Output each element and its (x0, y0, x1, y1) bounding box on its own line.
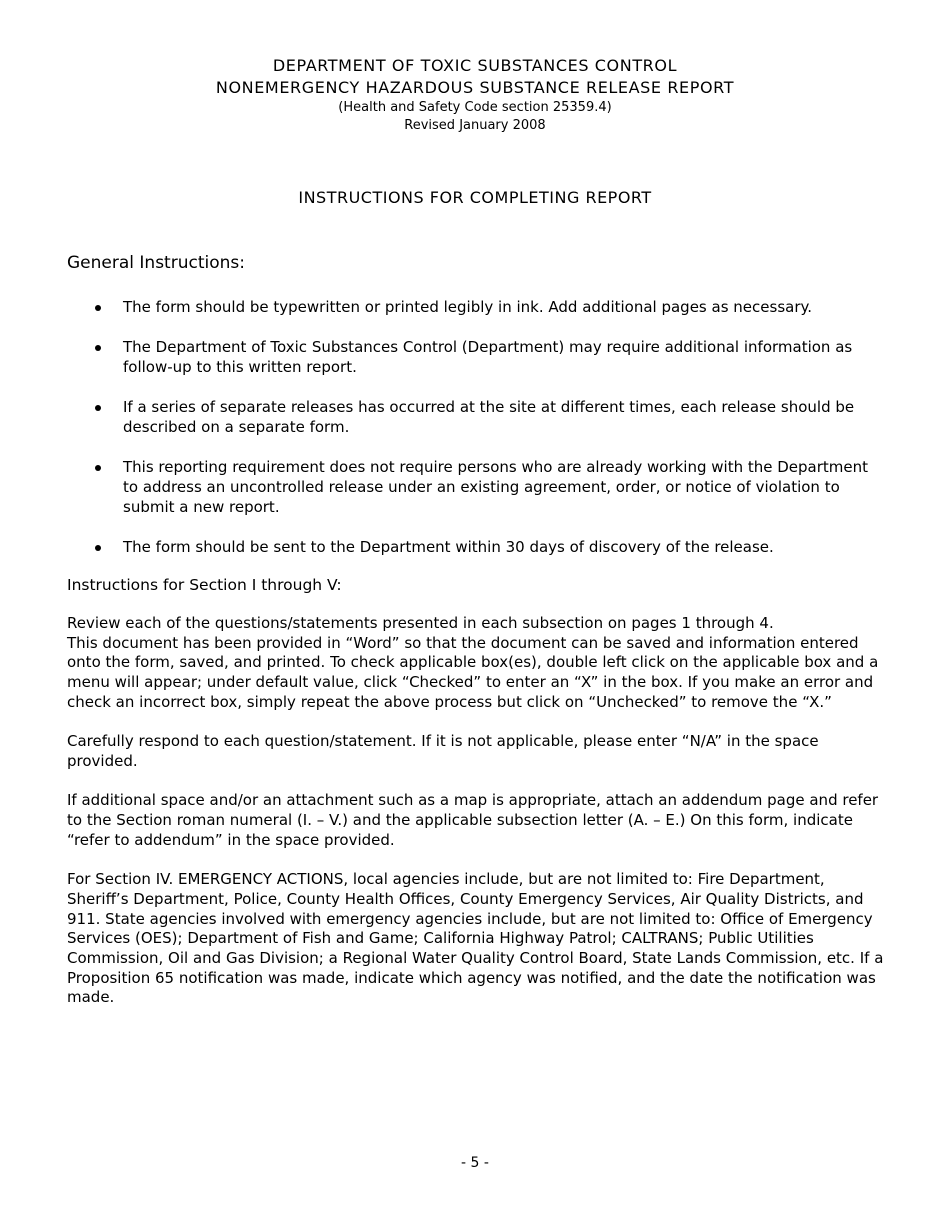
department-name: DEPARTMENT OF TOXIC SUBSTANCES CONTROL (272, 56, 678, 75)
document-header (0, 55, 950, 135)
page-title: INSTRUCTIONS FOR COMPLETING REPORT (298, 188, 652, 207)
paragraph (67, 870, 887, 1008)
list-item (67, 337, 887, 377)
report-title: NONEMERGENCY HAZARDOUS SUBSTANCE RELEASE REPORT (215, 78, 735, 97)
paragraph (67, 634, 887, 713)
page-number: - 5 - (461, 1155, 489, 1171)
general-instructions-heading: General Instructions: (67, 253, 245, 273)
section-instructions-body (67, 614, 887, 1028)
section-instructions-heading: Instructions for Section I through V: (67, 576, 342, 594)
revision-date: Revised January 2008 (404, 118, 546, 133)
list-item-text: This reporting requirement does not require persons who are already working with the Department to address an uncontrolled release under an existing agreement, order, or notice of violation to submit a new report. (123, 458, 868, 516)
bullet-icon (95, 545, 101, 551)
code-section: (Health and Safety Code section 25359.4) (338, 100, 612, 115)
list-item-text: The form should be sent to the Department within 30 days of discovery of the release. (123, 538, 774, 556)
list-item (67, 457, 887, 517)
bullet-icon (95, 345, 101, 351)
list-item (67, 397, 887, 437)
bullet-icon (95, 405, 101, 411)
paragraph (67, 614, 887, 634)
bullet-icon (95, 465, 101, 471)
paragraph-text: This document has been provided in “Word” so that the document can be saved and information entered onto the form, saved, and printed. To check applicable box(es), double left click on the applicable box and a menu will appear; under default value, click “Checked” to enter an “X” in the box. If you make an error and check an incorrect box, simply repeat the above process but click on “Unchecked” to remove the “X.” (67, 633, 879, 711)
list-item-text: The Department of Toxic Substances Control (Department) may require additional information as follow-up to this written report. (123, 338, 853, 376)
bullet-icon (95, 305, 101, 311)
list-item (67, 297, 887, 317)
list-item-text: The form should be typewritten or printed legibly in ink. Add additional pages as necessary. (123, 298, 812, 316)
paragraph-text: For Section IV. EMERGENCY ACTIONS, local agencies include, but are not limited to: Fire Department, Sheriff’s Department, Police, County Health Offices, County Emergency Services, Air Quality Districts, and 911. State agencies involved with emergency agencies include, but are not limited to: Office of Emergency Services (OES); Department of Fish and Game; California Highway Patrol; CALTRANS; Public Utilities Commission, Oil and Gas Division; a Regional Water Quality Control Board, State Lands Commission, etc. If a Proposition 65 notification was made, indicate which agency was notified, and the date the notification was made. (67, 870, 884, 1007)
paragraph-text: Review each of the questions/statements presented in each subsection on pages 1 through 4. (67, 614, 774, 632)
general-instructions-list (67, 297, 887, 577)
paragraph-text: If additional space and/or an attachment such as a map is appropriate, attach an addendum page and refer to the Section roman numeral (I. – V.) and the applicable subsection letter (A. – E.) On this form, indicate “refer to addendum” in the space provided. (67, 791, 879, 849)
paragraph (67, 791, 887, 850)
list-item (67, 537, 887, 557)
paragraph-text: Carefully respond to each question/statement. If it is not applicable, please enter “N/A” in the space provided. (67, 732, 819, 770)
paragraph (67, 732, 887, 771)
list-item-text: If a series of separate releases has occurred at the site at different times, each release should be described on a separate form. (123, 398, 855, 436)
